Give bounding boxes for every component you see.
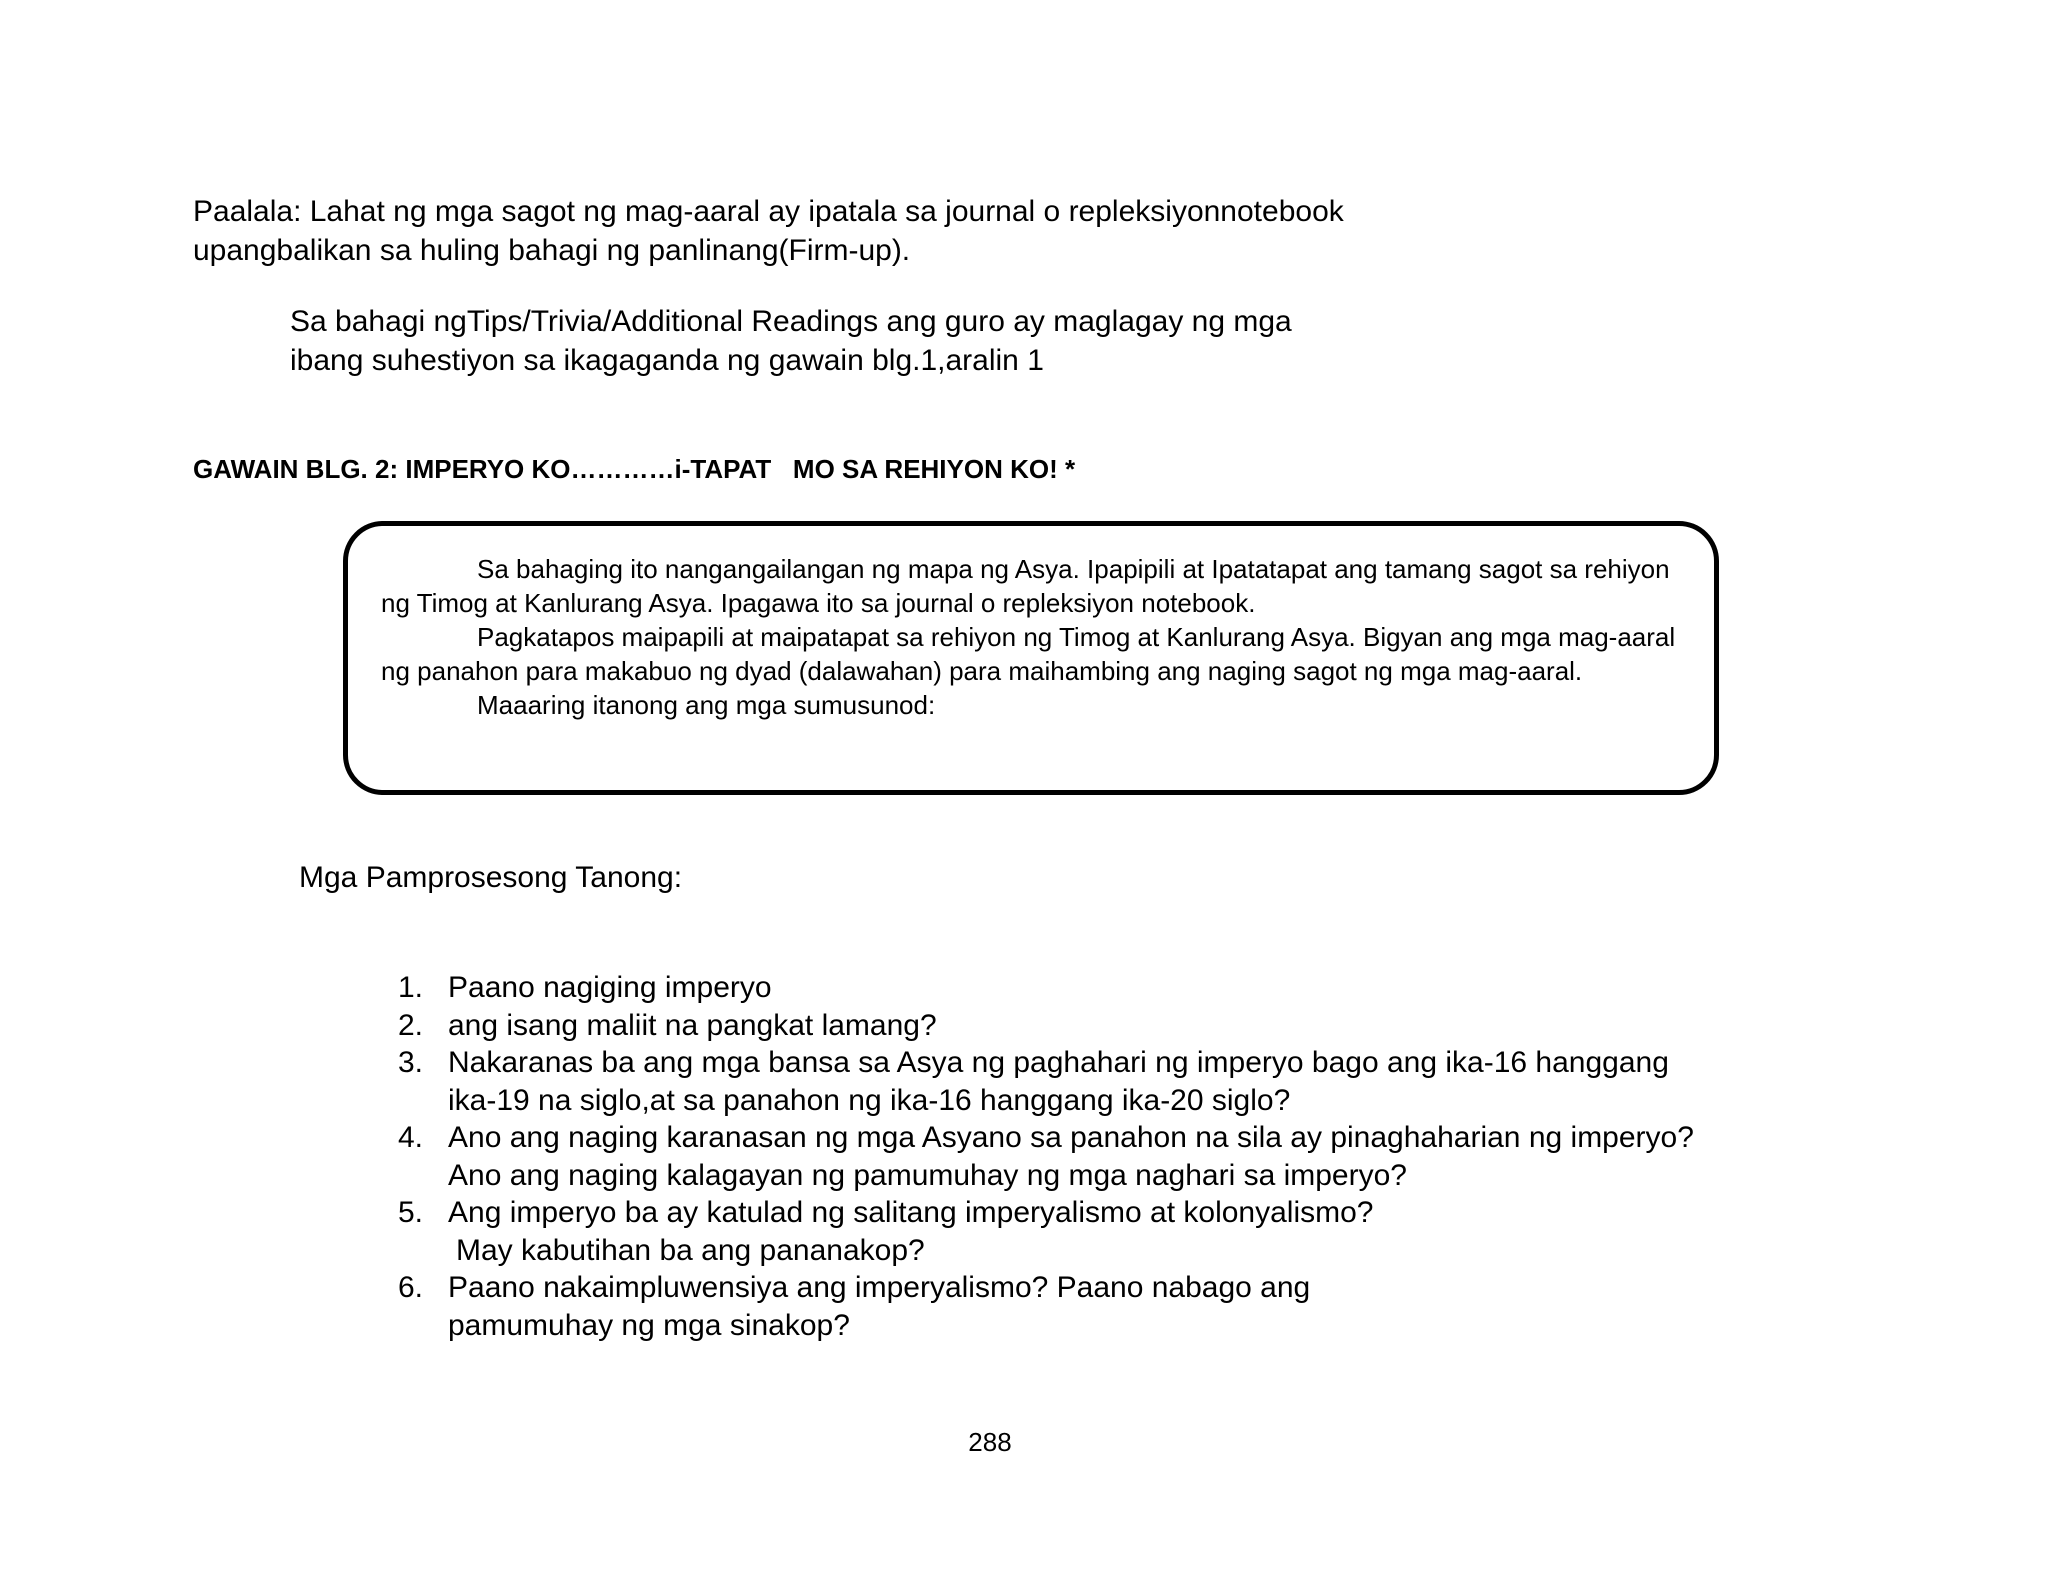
list-item (398, 1269, 1858, 1344)
list-item (398, 1119, 1858, 1194)
question-text: May kabutihan ba ang pananakop? (456, 1233, 925, 1267)
instruction-paragraph: Maaaring itanong ang mga sumusunod: (477, 690, 936, 720)
questions-heading: Mga Pamprosesong Tanong: (299, 861, 683, 894)
question-number: 4. (398, 1121, 424, 1154)
question-text: Nakaranas ba ang mga bansa sa Asya ng paghahari ng imperyo bago ang ika-16 hanggang (448, 1046, 1669, 1079)
question-text: Ang imperyo ba ay katulad ng salitang imperyalismo at kolonyalismo? (448, 1196, 1374, 1229)
list-item (398, 1007, 1858, 1045)
question-text: Ano ang naging karanasan ng mga Asyano sa panahon na sila ay pinaghaharian ng imperyo? (448, 1121, 1694, 1154)
question-text: Paano nagiging imperyo (448, 971, 772, 1004)
question-number: 5. (398, 1196, 424, 1229)
question-number: 6. (398, 1271, 424, 1304)
question-text: ika-19 na siglo,at sa panahon ng ika-16 hanggang ika-20 siglo? (448, 1083, 1291, 1117)
reminder-note (193, 192, 1693, 270)
tips-paragraph (290, 302, 1690, 380)
question-number: 3. (398, 1046, 424, 1079)
list-item (398, 1194, 1858, 1269)
question-list (398, 969, 1858, 1344)
list-item (398, 969, 1858, 1007)
tips-line: ibang suhestiyon sa ikagaganda ng gawain blg.1,aralin 1 (290, 344, 1044, 377)
instruction-paragraph: Sa bahaging ito nangangailangan ng mapa ng Asya. Ipapipili at Ipatatapat ang tamang sagot sa rehiyon ng Timog at Kanlurang Asya. Ipagawa ito sa journal o repleksiyon notebook. (381, 554, 1670, 618)
instruction-paragraph: Pagkatapos maipapili at maipatapat sa rehiyon ng Timog at Kanlurang Asya. Bigyan ang mga mag-aaral ng panahon para makabuo ng dyad (dalawahan) para maihambing ang naging sagot ng mga mag-aaral. (381, 622, 1676, 686)
instruction-box (343, 521, 1719, 795)
question-text: Ano ang naging kalagayan ng pamumuhay ng mga naghari sa imperyo? (448, 1158, 1407, 1192)
question-text: Paano nakaimpluwensiya ang imperyalismo? Paano nabago ang (448, 1271, 1311, 1304)
reminder-line: upangbalikan sa huling bahagi ng panlinang(Firm-up). (193, 234, 911, 267)
list-item (398, 1044, 1858, 1119)
question-text: ang isang maliit na pangkat lamang? (448, 1008, 937, 1042)
tips-line: Sa bahagi ngTips/Trivia/Additional Readings ang guro ay maglagay ng mga (290, 305, 1292, 338)
page-number: 288 (968, 1427, 1012, 1457)
question-number: 2. (398, 1008, 424, 1042)
question-number: 1. (398, 971, 424, 1004)
activity-title: GAWAIN BLG. 2: IMPERYO KO…………i-TAPAT MO SA REHIYON KO! * (193, 454, 1076, 484)
reminder-line: Paalala: Lahat ng mga sagot ng mag-aaral ay ipatala sa journal o repleksiyonnotebook (193, 195, 1344, 228)
question-text: pamumuhay ng mga sinakop? (448, 1308, 850, 1342)
